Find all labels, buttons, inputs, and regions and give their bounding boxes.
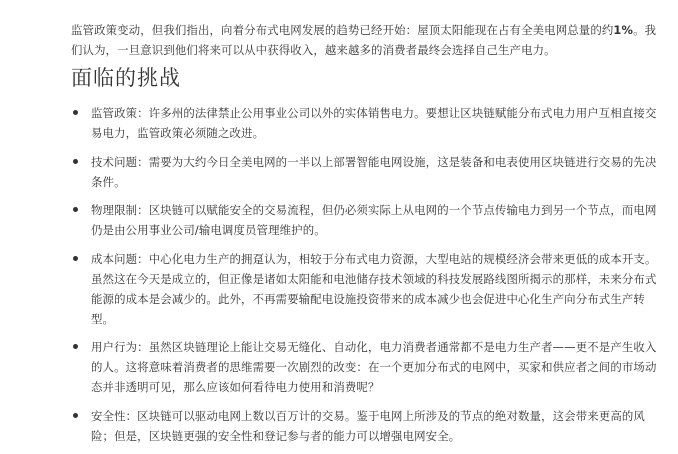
challenge-text: 用户行为：虽然区块链理论上能让交易无缝化、自动化，电力消费者通常都不是电力生产者——更不是产生收入的人。这将意味着消费者的思维需要一次剧烈的改变：在一个更加分布式的电网中，买家和供应者之间的市场动态并非透明可见，那么应该如何看待电力使用和消费呢？ — [91, 340, 657, 394]
intro-text-end: 。我们认为，一旦意识到他们将来可以从中获得收入，越来越多的消费者最终会选择自己生产电力。 — [71, 23, 657, 58]
challenges-list — [71, 103, 661, 454]
intro-bold-percentage: 1% — [613, 23, 634, 38]
challenge-item-regulation — [71, 103, 661, 143]
bullet-dot-icon — [73, 256, 78, 261]
challenge-text: 技术问题：需要为大约今日全美电网的一半以上部署智能电网设施，这是装备和电表使用区块链进行交易的先决条件。 — [91, 154, 657, 189]
intro-text-start: 监管政策变动，但我们指出，向着分布式电网发展的趋势已经开始：屋顶太阳能现在占有全美电网总量的约 — [71, 23, 614, 38]
bullet-dot-icon — [73, 110, 78, 115]
bullet-dot-icon — [73, 344, 78, 349]
challenge-text: 物理限制：区块链可以赋能安全的交易流程，但仍必须实际上从电网的一个节点传输电力到另一个节点，而电网仍是由公用事业公司/输电调度员管理维护的。 — [91, 203, 657, 237]
bullet-dot-icon — [73, 159, 78, 164]
challenge-text: 监管政策：许多州的法律禁止公用事业公司以外的实体销售电力。要想让区块链赋能分布式电力用户互相直接交易电力，监管政策必须随之改进。 — [91, 106, 657, 140]
bullet-dot-icon — [73, 413, 78, 418]
challenge-item-security — [71, 406, 661, 446]
challenge-item-physical — [71, 200, 661, 240]
challenge-text: 安全性：区块链可以驱动电网上数以百万计的交易。鉴于电网上所涉及的节点的绝对数量，这会带来更高的风险；但是，区块链更强的安全性和登记参与者的能力可以增强电网安全。 — [91, 408, 645, 443]
bullet-dot-icon — [73, 207, 78, 212]
challenge-item-technology — [71, 152, 661, 192]
challenge-text: 成本问题：中心化电力生产的拥趸认为，相较于分布式电力资源，大型电站的规模经济会带来更低的成本开支。 虽然这在今天是成立的，但正像是诸如太阳能和电池储存技术领域的科技发展路线图所揭示的那样，未来分布式能源的成本是会减少的。此外，不再需要输配电设施投资带来的成本减少也会促进中心化生产向分布式生产转型。 — [91, 251, 657, 326]
challenge-item-cost — [71, 249, 661, 329]
challenge-item-user-behavior — [71, 337, 661, 397]
intro-paragraph — [71, 20, 661, 60]
section-heading: 面临的挑战 — [71, 66, 181, 90]
